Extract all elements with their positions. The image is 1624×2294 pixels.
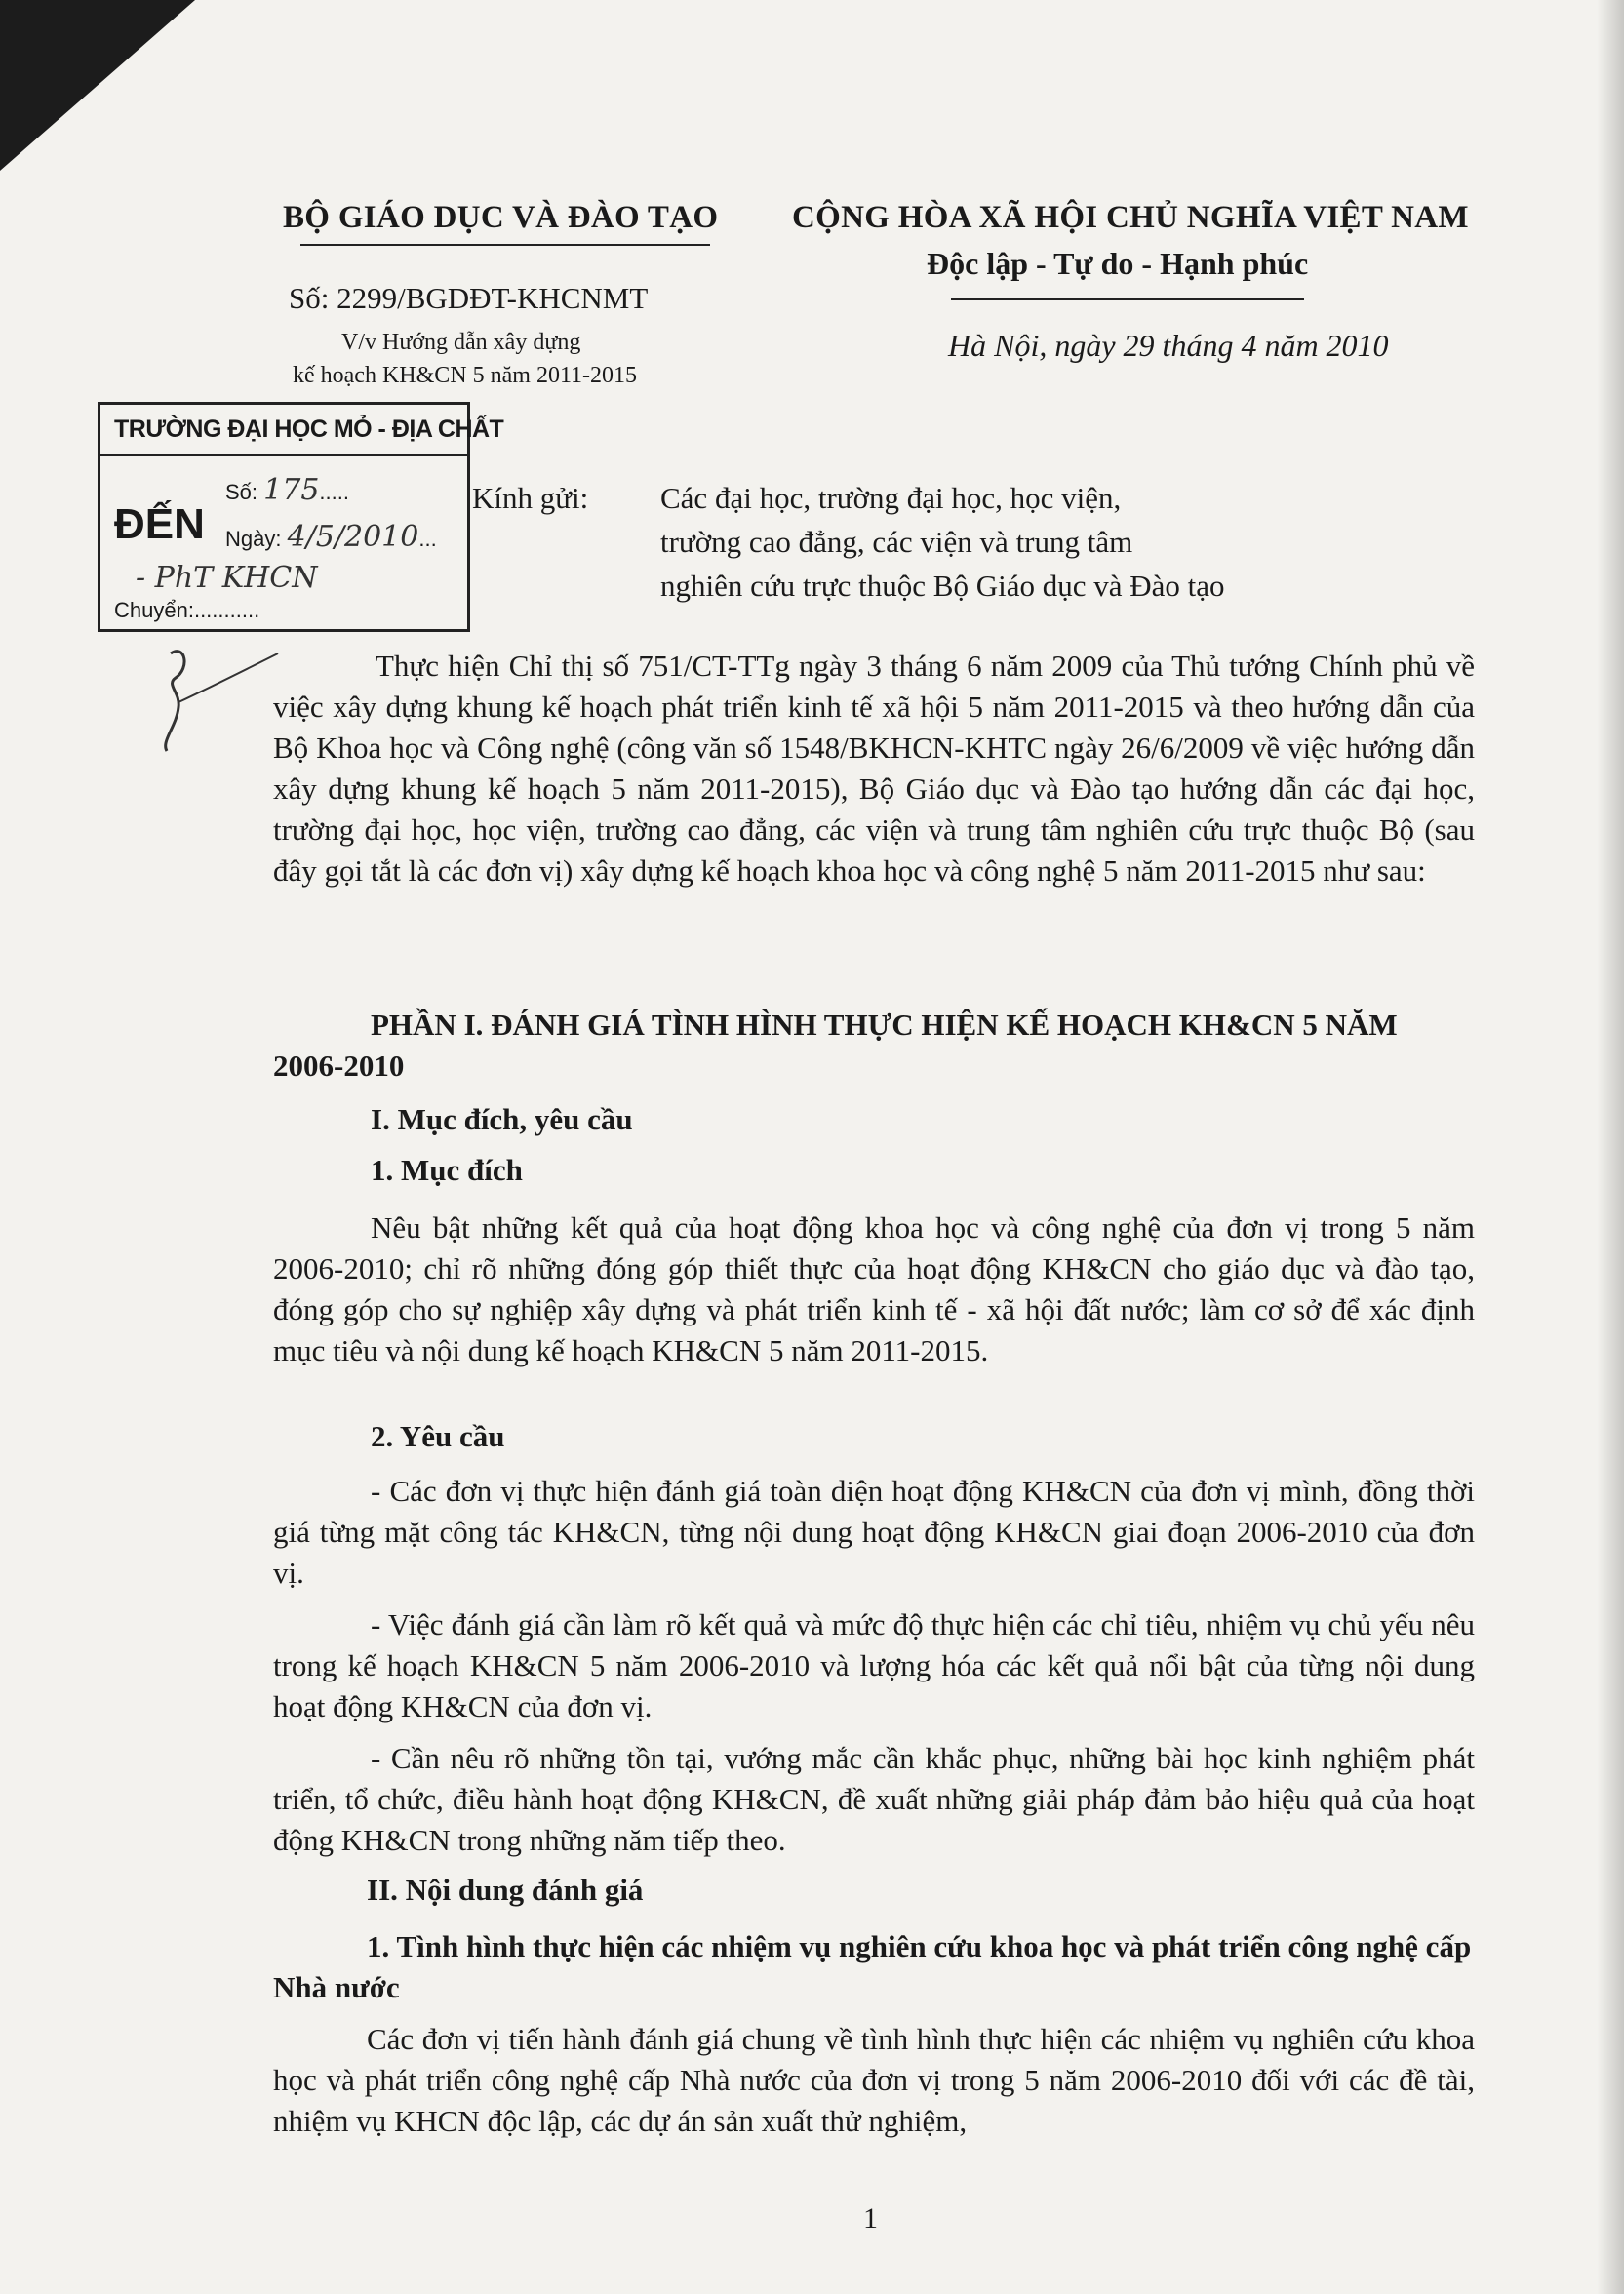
ministry-name: BỘ GIÁO DỤC VÀ ĐÀO TẠO bbox=[283, 200, 719, 235]
intro-paragraph: Thực hiện Chỉ thị số 751/CT-TTg ngày 3 tháng 6 năm 2009 của Thủ tướng Chính phủ về việc xây dựng khung kế hoạch phát triển kinh tế xã hội 5 năm 2011-2015 và theo hướng dẫn của Bộ Khoa học và Công nghệ (công văn số 1548/BKHCN-KHTC ngày 26/6/2009 về việc hướng dẫn xây dựng khung kế hoạch 5 năm 2011-2015), Bộ Giáo dục và Đào tạo hướng dẫn các đại học, trường đại học, học viện, trường cao đẳng, các viện và trung tâm nghiên cứu trực thuộc Bộ (sau đây gọi tắt là các đơn vị) xây dựng kế hoạch khoa học và công nghệ 5 năm 2011-2015 như sau: bbox=[273, 649, 1475, 888]
stamp-forward-row: Chuyển:........... bbox=[114, 598, 260, 622]
handwritten-signature bbox=[132, 634, 288, 761]
document-number: Số: 2299/BGDĐT-KHCNMT bbox=[289, 281, 649, 315]
stamp-number-row: Số: 175..... bbox=[225, 473, 349, 507]
stamp-number-value: 175 bbox=[263, 473, 320, 507]
scan-edge-shadow bbox=[1597, 0, 1624, 2294]
recipients-line-1: Các đại học, trường đại học, học viện, bbox=[660, 481, 1122, 515]
stamp-date-value: 4/5/2010 bbox=[287, 520, 419, 554]
motto-underline bbox=[951, 298, 1304, 300]
section-1-2-paragraph-3: - Cần nêu rõ những tồn tại, vướng mắc cần khắc phục, những bài học kinh nghiệm phát triển, tổ chức, điều hành hoạt động KH&CN, đề xuất những giải pháp đảm bảo hiệu quả của hoạt động KH&CN trong những năm tiếp theo. bbox=[273, 1741, 1475, 1857]
scan-corner-shadow bbox=[0, 0, 195, 171]
stamp-date-row: Ngày: 4/5/2010... bbox=[225, 520, 437, 554]
page-number: 1 bbox=[863, 2202, 878, 2235]
stamp-handwriting: - PhT KHCN bbox=[136, 561, 318, 595]
ministry-underline bbox=[300, 244, 710, 246]
recipients-line-3: nghiên cứu trực thuộc Bộ Giáo dục và Đào tạo bbox=[660, 569, 1225, 603]
stamp-title: TRƯỜNG ĐẠI HỌC MỎ - ĐỊA CHẤT bbox=[100, 405, 467, 456]
subject-line-2: kế hoạch KH&CN 5 năm 2011-2015 bbox=[293, 363, 638, 388]
section-1-1-title: 1. Mục đích bbox=[371, 1153, 523, 1187]
recipients-label: Kính gửi: bbox=[472, 481, 589, 515]
section-2-1-title: 1. Tình hình thực hiện các nhiệm vụ nghiên cứu khoa học và phát triển công nghệ cấp Nhà nước bbox=[273, 1929, 1472, 2004]
nation-title: CỘNG HÒA XÃ HỘI CHỦ NGHĨA VIỆT NAM bbox=[792, 200, 1469, 235]
national-motto: Độc lập - Tự do - Hạnh phúc bbox=[927, 246, 1309, 281]
document-date: Hà Nội, ngày 29 tháng 4 năm 2010 bbox=[948, 328, 1389, 363]
section-2-title: II. Nội dung đánh giá bbox=[367, 1873, 644, 1907]
section-1-2-paragraph-1: - Các đơn vị thực hiện đánh giá toàn diện hoạt động KH&CN của đơn vị mình, đồng thời giá từng mặt công tác KH&CN, từng nội dung hoạt động KH&CN giai đoạn 2006-2010 của đơn vị. bbox=[273, 1474, 1475, 1590]
subject-line-1: V/v Hướng dẫn xây dựng bbox=[341, 330, 581, 355]
stamp-date-label: Ngày: bbox=[225, 527, 282, 551]
section-1-2-paragraph-2: - Việc đánh giá cần làm rõ kết quả và mức độ thực hiện các chỉ tiêu, nhiệm vụ chủ yếu nêu trong kế hoạch KH&CN 5 năm 2006-2010 và lượng hóa các kết quả nổi bật của từng nội dung hoạt động KH&CN của đơn vị. bbox=[273, 1607, 1475, 1723]
stamp-forward-label: Chuyển: bbox=[114, 598, 194, 622]
part-1-title: PHẦN I. ĐÁNH GIÁ TÌNH HÌNH THỰC HIỆN KẾ HOẠCH KH&CN 5 NĂM 2006-2010 bbox=[273, 1008, 1398, 1083]
section-1-2-title: 2. Yêu cầu bbox=[371, 1419, 505, 1453]
received-stamp bbox=[98, 402, 504, 632]
section-1-title: I. Mục đích, yêu cầu bbox=[371, 1102, 633, 1136]
stamp-den-label: ĐẾN bbox=[114, 500, 205, 548]
stamp-number-label: Số: bbox=[225, 480, 258, 504]
section-1-1-text: Nêu bật những kết quả của hoạt động khoa học và công nghệ của đơn vị trong 5 năm 2006-2010; chỉ rõ những đóng góp thiết thực của hoạt động KH&CN cho giáo dục và đào tạo, đóng góp cho sự nghiệp xây dựng và phát triển kinh tế - xã hội đất nước; làm cơ sở để xác định mục tiêu và nội dung kế hoạch KH&CN 5 năm 2011-2015. bbox=[273, 1210, 1475, 1367]
recipients-line-2: trường cao đẳng, các viện và trung tâm bbox=[660, 525, 1133, 559]
section-2-1-text: Các đơn vị tiến hành đánh giá chung về tình hình thực hiện các nhiệm vụ nghiên cứu khoa học và phát triển công nghệ cấp Nhà nước của đơn vị trong 5 năm 2006-2010 đối với các đề tài, nhiệm vụ KHCN độc lập, các dự án sản xuất thử nghiệm, bbox=[273, 2022, 1475, 2138]
